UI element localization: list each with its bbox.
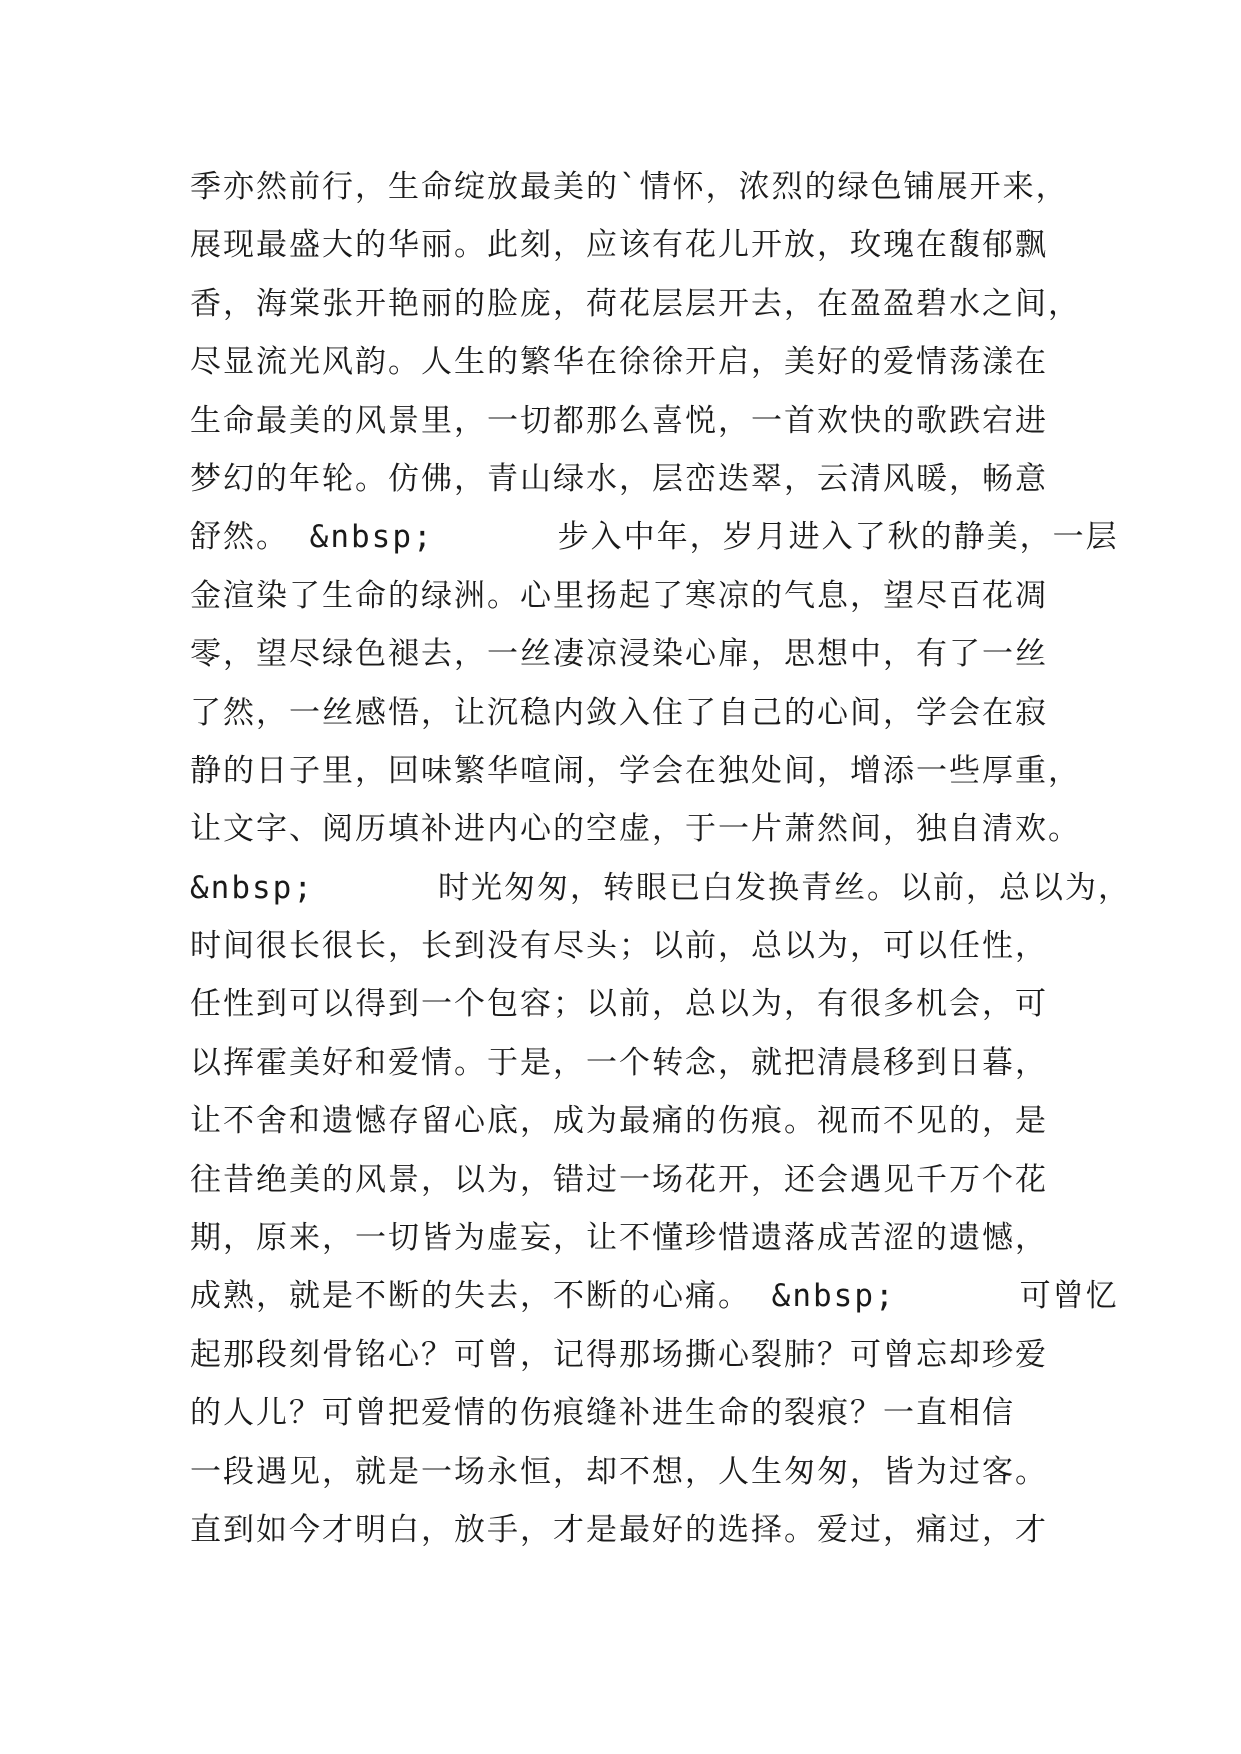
text-line: 往昔绝美的风景，以为，错过一场花开，还会遇见千万个花	[190, 1161, 1048, 1198]
text-line: 起那段刻骨铭心？可曾，记得那场撕心裂肺？可曾忘却珍爱	[190, 1336, 1048, 1373]
text-line: 展现最盛大的华丽。此刻，应该有花儿开放，玫瑰在馥郁飘	[190, 227, 1048, 264]
text-line: 了然，一丝感悟，让沉稳内敛入住了自己的心间，学会在寂	[190, 694, 1048, 731]
text-line: 金渲染了生命的绿洲。心里扬起了寒凉的气息，望尽百花凋	[190, 577, 1048, 614]
text-line: 直到如今才明白，放手，才是最好的选择。爱过，痛过，才	[190, 1511, 1048, 1548]
text-line: 梦幻的年轮。仿佛，青山绿水，层峦迭翠，云清风暖，畅意	[190, 460, 1048, 497]
text-line: 任性到可以得到一个包容；以前，总以为，有很多机会，可	[190, 986, 1048, 1023]
body-text	[190, 158, 1131, 1559]
text-line: 生命最美的风景里，一切都那么喜悦，一首欢快的歌跌宕进	[190, 402, 1048, 439]
text-line: 以挥霍美好和爱情。于是，一个转念，就把清晨移到日暮，	[190, 1044, 1048, 1081]
text-line: 时间很长很长，长到没有尽头；以前，总以为，可以任性，	[190, 928, 1048, 965]
text-line: 香，海棠张开艳丽的脸庞，荷花层层开去，在盈盈碧水之间，	[190, 285, 1081, 322]
text-line: 一段遇见，就是一场永恒，却不想，人生匆匆，皆为过客。	[190, 1453, 1048, 1490]
text-line: 让文字、阅历填补进内心的空虚，于一片萧然间，独自清欢。	[190, 811, 1081, 848]
text-line: 舒然。 &nbsp; 步入中年，岁月进入了秋的静美，一层	[190, 519, 1119, 556]
text-line: &nbsp; 时光匆匆，转眼已白发换青丝。以前，总以为，	[190, 869, 1131, 906]
text-line: 季亦然前行，生命绽放最美的`情怀，浓烈的绿色铺展开来，	[190, 169, 1069, 205]
text-line: 成熟，就是不断的失去，不断的心痛。 &nbsp; 可曾忆	[190, 1278, 1119, 1315]
text-line: 让不舍和遗憾存留心底，成为最痛的伤痕。视而不见的，是	[190, 1103, 1048, 1140]
text-line: 零，望尽绿色褪去，一丝凄凉浸染心扉，思想中，有了一丝	[190, 636, 1048, 673]
text-line: 静的日子里，回味繁华喧闹，学会在独处间，增添一些厚重，	[190, 752, 1081, 789]
text-line: 尽显流光风韵。人生的繁华在徐徐开启，美好的爱情荡漾在	[190, 344, 1048, 381]
text-line: 的人儿？可曾把爱情的伤痕缝补进生命的裂痕？一直相信	[190, 1395, 1015, 1432]
text-line: 期，原来，一切皆为虚妄，让不懂珍惜遗落成苦涩的遗憾，	[190, 1220, 1048, 1257]
